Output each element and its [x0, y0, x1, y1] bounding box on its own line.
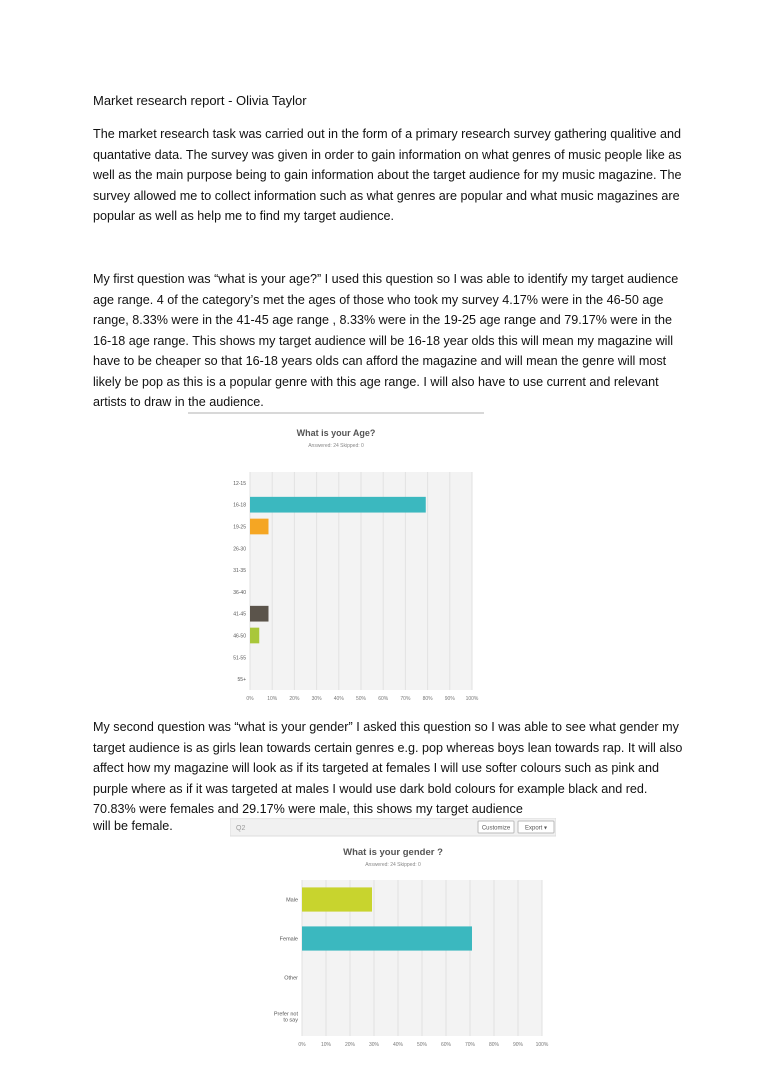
x-tick-label: 40%: [333, 696, 344, 702]
category-label: Male: [286, 897, 298, 904]
chart-title: What is your gender ?: [343, 847, 443, 858]
category-label: 26-30: [233, 546, 246, 553]
x-tick-label: 0%: [298, 1042, 306, 1048]
gender-chart-svg: [230, 818, 556, 1058]
category-label: 41-45: [233, 611, 246, 618]
category-label: Prefer not: [273, 1011, 298, 1018]
bar-16-18: [250, 497, 426, 513]
bar-41-45: [250, 606, 268, 622]
x-tick-label: 100%: [465, 696, 479, 702]
category-label: 12-15: [233, 480, 246, 487]
x-tick-label: 0%: [246, 696, 254, 702]
x-tick-label: 100%: [535, 1042, 549, 1048]
category-label: 36-40: [233, 589, 246, 596]
x-tick-label: 20%: [344, 1042, 356, 1048]
x-tick-label: 40%: [392, 1042, 404, 1048]
x-tick-label: 90%: [444, 696, 455, 702]
category-label: Other: [284, 975, 298, 982]
x-tick-label: 10%: [320, 1042, 332, 1048]
chart-button-label: Export ▾: [524, 825, 548, 832]
bar-46-50: [250, 628, 259, 644]
x-tick-label: 50%: [416, 1042, 428, 1048]
x-tick-label: 70%: [400, 696, 411, 702]
gender-chart: [230, 818, 556, 1058]
x-tick-label: 70%: [464, 1042, 476, 1048]
x-tick-label: 80%: [422, 696, 433, 702]
x-tick-label: 60%: [378, 696, 389, 702]
category-label: 31-35: [233, 568, 246, 575]
chart-title: What is your Age?: [296, 428, 376, 438]
x-tick-label: 60%: [440, 1042, 452, 1048]
age-chart-svg: [188, 414, 484, 708]
age-question-paragraph: My first question was “what is your age?” I used this question so I was able to identify my target audience age range. 4 of the category’s met the ages of those who took my survey 4.17% were in the 46-50 age range, 8.33% were in the 41-45 age range , 8.33% were in the 19-25 age range and 79.17% were in the 16-18 age range. This shows my target audience will be 16-18 year olds this will mean my magazine will have to be cheaper so that 16-18 years olds can afford the magazine and will mean the genre will most likely be pop as this is a popular genre with this age range. I will also have to use current and relevant artists to draw in the audience.: [93, 272, 679, 409]
x-tick-label: 30%: [311, 696, 322, 702]
category-label: 16-18: [233, 502, 246, 509]
category-label: to say: [283, 1017, 298, 1024]
x-tick-label: 80%: [488, 1042, 500, 1048]
report-title: Market research report - Olivia Taylor: [93, 93, 307, 108]
category-label: Female: [279, 936, 298, 943]
category-label: 51-55: [233, 655, 246, 662]
bar-male: [302, 887, 372, 911]
category-label: 55+: [237, 677, 246, 684]
gender-conclusion-text: will be female.: [93, 819, 173, 833]
gender-question-paragraph: My second question was “what is your gender” I asked this question so I was able to see what gender my target audience is as girls lean towards certain genres e.g. pop whereas boys lean towards rap. It will also affect how my magazine will look as if its targeted at females I will use softer colours such as pink and purple where as if it was targeted at males I would use dark bold colours for example black and red. 70.83% were females and 29.17% were male, this shows my target audience: [93, 720, 683, 816]
x-tick-label: 50%: [355, 696, 367, 702]
intro-paragraph: The market research task was carried out in the form of a primary research survey gathering qualitive and quantative data. The survey was given in order to gain information on what genres of music people like as well as the main purpose being to gain information about the target audience for my music magazine. The survey allowed me to collect information such as what genres are popular and what music magazines are popular as well as help me to find my target audience.: [93, 127, 682, 223]
x-tick-label: 20%: [289, 696, 300, 702]
category-label: 46-50: [233, 633, 246, 640]
bar-female: [302, 926, 472, 950]
chart-subtitle: Answered: 24 Skipped: 0: [308, 443, 364, 449]
x-tick-label: 30%: [368, 1042, 380, 1048]
age-chart: [188, 412, 484, 708]
x-tick-label: 10%: [267, 696, 278, 702]
chart-button-label: Customize: [481, 825, 511, 832]
question-tag: Q2: [236, 825, 246, 832]
category-label: 19-25: [233, 524, 246, 531]
x-tick-label: 90%: [512, 1042, 524, 1048]
bar-19-25: [250, 519, 268, 535]
chart-subtitle: Answered: 24 Skipped: 0: [365, 862, 421, 868]
